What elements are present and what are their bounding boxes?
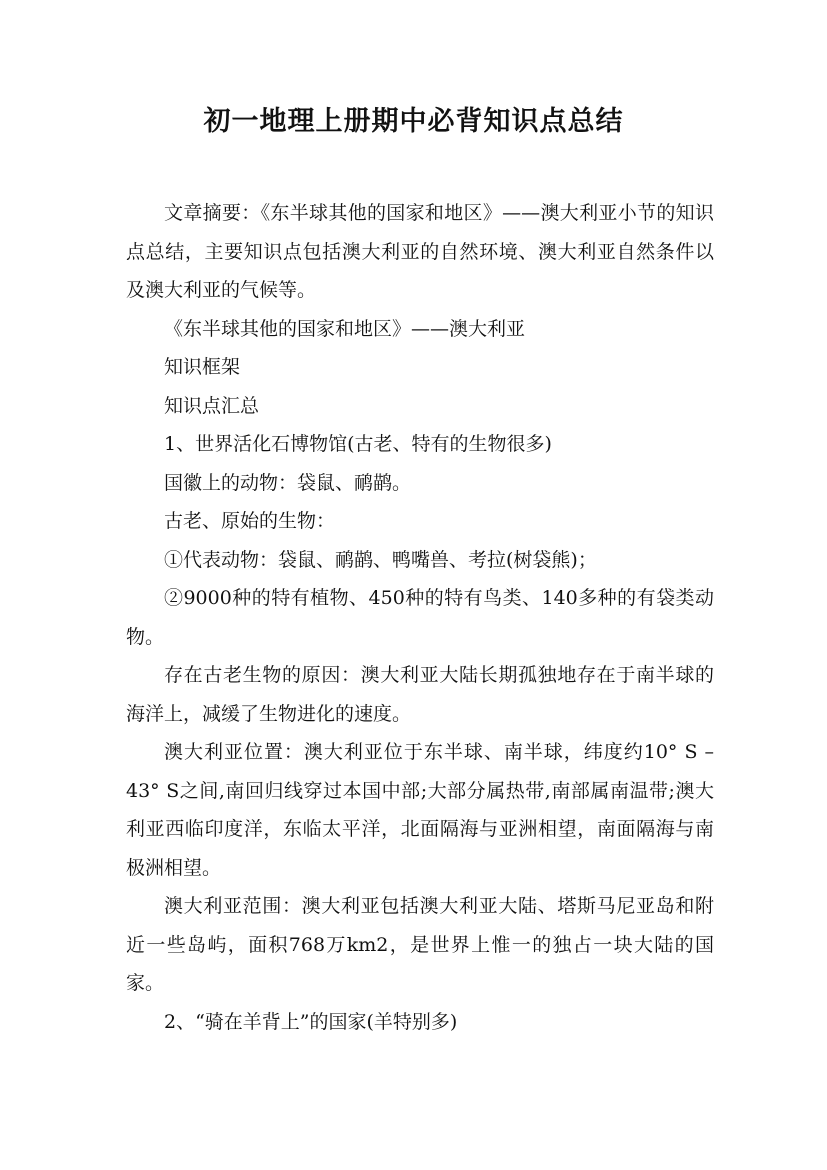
extent-paragraph: 澳大利亚范围：澳大利亚包括澳大利亚大陆、塔斯马尼亚岛和附近一些岛屿，面积768万km2，是世界上惟一的独占一块大陆的国家。 [126,895,714,994]
knowledge-framework-label: 知识框架 [164,356,241,378]
point-2-heading: 2、“骑在羊背上”的国家(羊特别多) [164,1010,458,1033]
endemic-species-paragraph: ②9000种的特有植物、450种的特有鸟类、140多种的有袋类动物。 [126,587,714,648]
reason-paragraph: 存在古老生物的原因：澳大利亚大陆长期孤独地存在于南半球的海洋上，减缓了生物进化的速度。 [126,664,714,725]
document-title: 初一地理上册期中必背知识点总结 [203,106,624,137]
ancient-species-paragraph: 古老、原始的生物： [164,510,336,532]
point-1-heading: 1、世界活化石博物馆(古老、特有的生物很多) [164,433,552,455]
summary-paragraph: 文章摘要：《东半球其他的国家和地区》——澳大利亚小节的知识点总结，主要知识点包括澳大利亚的自然环境、澳大利亚自然条件以及澳大利亚的气候等。 [126,202,714,301]
knowledge-summary-label: 知识点汇总 [164,394,260,417]
document-body [126,194,714,1041]
location-paragraph: 澳大利亚位置：澳大利亚位于东半球、南半球，纬度约10° S –43° S之间,南回归线穿过本国中部;大部分属热带,南部属南温带;澳大利亚西临印度洋，东临太平洋，北面隔海与亚洲相望，南面隔海与南极洲相望。 [126,741,714,879]
representative-animals-paragraph: ①代表动物：袋鼠、鸸鹋、鸭嘴兽、考拉(树袋熊)； [164,548,597,571]
section-heading: 《东半球其他的国家和地区》——澳大利亚 [164,317,526,340]
national-emblem-paragraph: 国徽上的动物：袋鼠、鸸鹋。 [164,471,412,494]
